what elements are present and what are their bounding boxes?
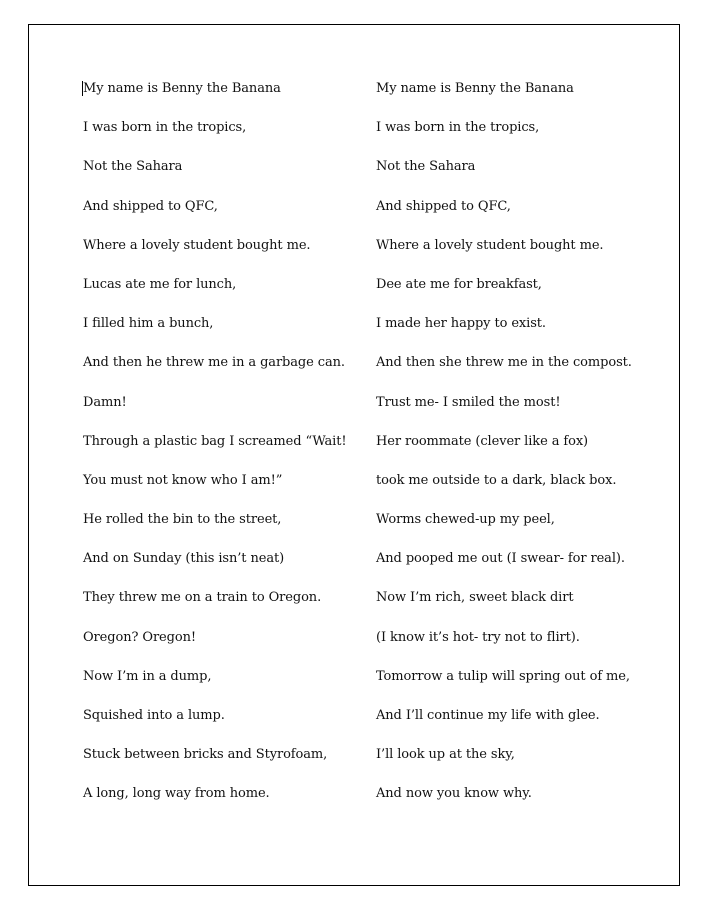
poem-line: took me outside to a dark, black box. (376, 472, 617, 488)
poem-line: And pooped me out (I swear- for real). (376, 551, 625, 567)
poem-line: I made her happy to exist. (376, 316, 546, 332)
poem-line: Oregon? Oregon! (83, 629, 196, 645)
poem-line: And I’ll continue my life with glee. (376, 708, 600, 723)
poem-line: Where a lovely student bought me. (83, 237, 311, 253)
poem-line: Not the Sahara (83, 159, 183, 175)
right-poem-column (376, 81, 666, 826)
poem-line: And on Sunday (this isn’t neat) (83, 551, 285, 567)
poem-line: My name is Benny the Banana (376, 81, 574, 96)
poem-line: Dee ate me for breakfast, (376, 276, 542, 292)
poem-line: And now you know why. (376, 786, 532, 802)
poem-line: Not the Sahara (376, 159, 476, 175)
poem-line: I’ll look up at the sky, (376, 747, 515, 763)
poem-line: I was born in the tropics, (83, 120, 247, 136)
poem-line: Now I’m in a dump, (83, 668, 212, 684)
poem-line: I was born in the tropics, (376, 120, 540, 136)
poem-line: Where a lovely student bought me. (376, 237, 604, 253)
left-poem-column (83, 81, 368, 826)
poem-line: Her roommate (clever like a fox) (376, 433, 589, 449)
poem-line: And then he threw me in a garbage can. (83, 355, 345, 371)
poem-line: Through a plastic bag I screamed “Wait! (83, 433, 347, 449)
poem-line: And shipped to QFC, (376, 198, 511, 214)
poem-line: Worms chewed-up my peel, (376, 512, 555, 528)
poem-line: And then she threw me in the compost. (376, 355, 632, 371)
poem-line: A long, long way from home. (83, 786, 270, 802)
poem-line: Trust me- I smiled the most! (376, 394, 561, 410)
poem-line: Now I’m rich, sweet black dirt (376, 590, 574, 606)
poem-line: Squished into a lump. (83, 708, 225, 723)
poem-line: Tomorrow a tulip will spring out of me, (376, 668, 630, 684)
poem-line: They threw me on a train to Oregon. (83, 590, 322, 606)
poem-line: You must not know who I am!” (83, 472, 283, 488)
document-page (28, 24, 680, 886)
poem-line: I filled him a bunch, (83, 316, 214, 332)
poem-line: (I know it’s hot- try not to flirt). (376, 629, 580, 645)
poem-line: Lucas ate me for lunch, (83, 276, 237, 292)
poem-line: Stuck between bricks and Styrofoam, (83, 747, 328, 763)
poem-line: He rolled the bin to the street, (83, 512, 282, 528)
poem-line: Damn! (83, 394, 127, 410)
poem-line: And shipped to QFC, (83, 198, 218, 214)
poem-line: My name is Benny the Banana (83, 81, 281, 96)
